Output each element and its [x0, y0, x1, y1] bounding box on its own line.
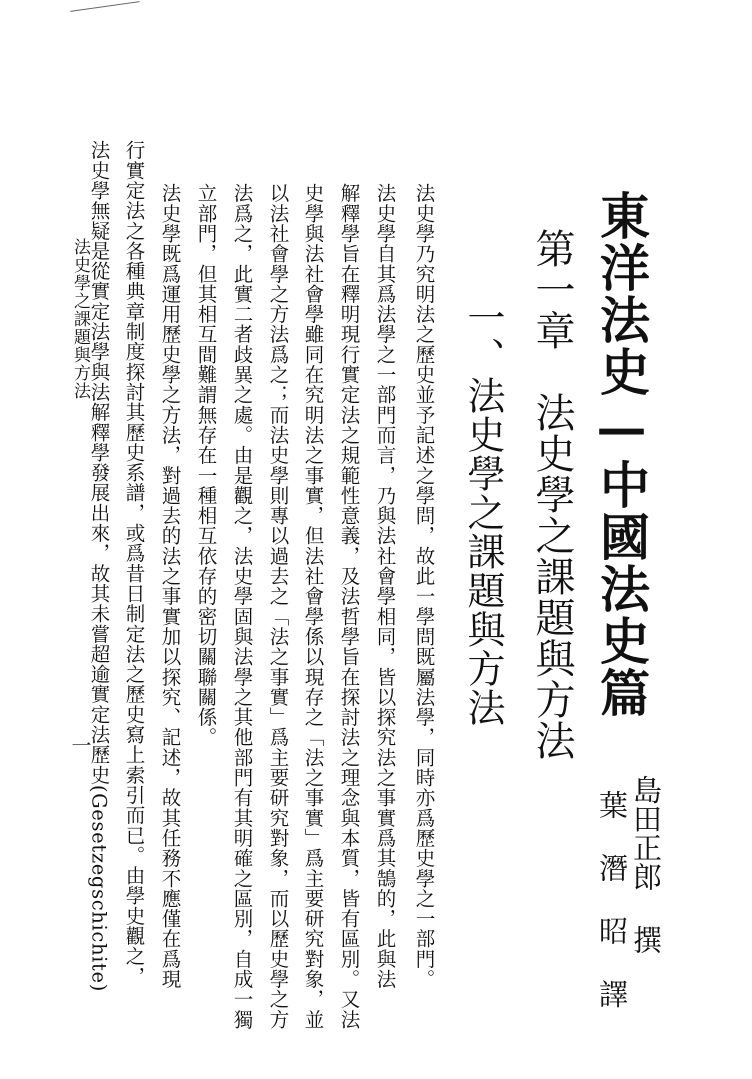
- body-column-text: 法史學無疑是從實定法學與法解釋學發展出來，故其未嘗超逾實定法歷史: [87, 140, 111, 785]
- body-column: 立部門，但其相互間難謂無存在一種相互依存的密切關聯關係。: [194, 183, 218, 748]
- body-column: 以法社會學之方法爲之；而法史學則專以過去之「法之事實」爲主要研究對象，而以歷史學之方: [266, 183, 290, 1030]
- body-column: 解釋學旨在釋明現行實定法之規範性意義，及法哲學旨在探討法之理念與本質，皆有區別。又法: [337, 183, 361, 1030]
- section-title: 一、法史學之課題與方法: [461, 298, 505, 727]
- chapter-title: 第一章 法史學之課題與方法: [529, 228, 575, 761]
- body-column: 法史學自其爲法學之一部門而言，乃與法社會學相同，皆以探究法之事實爲其鵠的，此與法: [373, 183, 397, 989]
- book-title: 東洋法史—中國法史篇: [592, 190, 651, 719]
- body-column: 行實定法之各種典章制度探討其歷史系譜，或爲昔日制定法之歷史寫上索引而已。由學史觀之，: [122, 140, 146, 987]
- page-number: 一: [68, 735, 92, 755]
- author-original: 島田正郎 撰: [629, 775, 663, 954]
- body-column: [89, 140, 109, 992]
- body-column: 法史學既爲運用歷史學之方法，對過去的法之事實加以探究、記述，故其任務不應僅在爲現: [158, 183, 182, 989]
- running-header: 法史學之課題與方法: [70, 238, 90, 400]
- latin-term: (Gesetzegschichite): [87, 784, 111, 992]
- scan-artifact-line: [70, 1, 139, 12]
- body-column: 史學與法社會學雖同在究明法之事實，但法社會學係以現存之「法之事實」爲主要研究對象，並: [301, 183, 325, 1030]
- body-column: 法爲之，此實二者歧異之處。由是觀之，法史學固與法學之其他部門有其明確之區別，自成一獨: [230, 183, 254, 1030]
- author-translator: 葉 潛 昭 譯: [595, 790, 629, 1008]
- body-column: 法史學乃究明法之歷史並予記述之學問，故此一學問既屬法學，同時亦爲歷史學之一部門。: [412, 183, 436, 989]
